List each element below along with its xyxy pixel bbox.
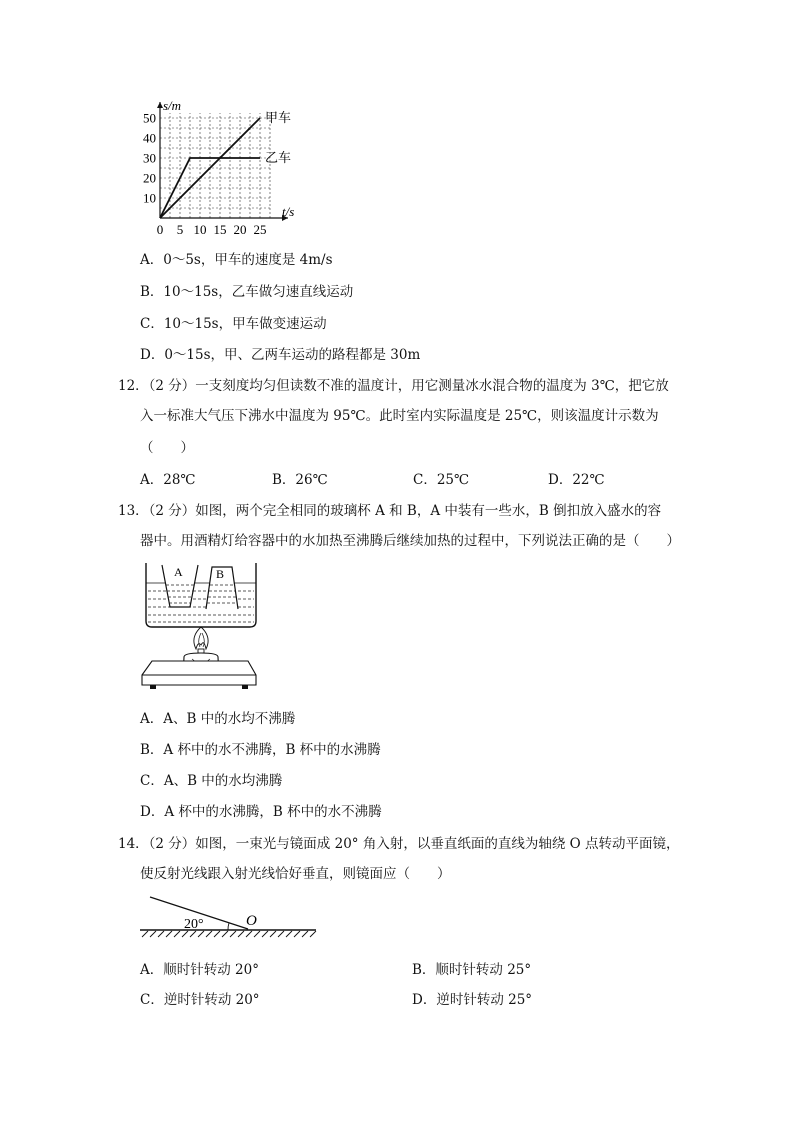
q13-option-c: C．A、B 中的水均沸腾 — [140, 773, 283, 789]
y-tick-label: 50 — [143, 110, 156, 126]
q14-stem-line2: 使反射光线跟入射光线恰好垂直，则镜面应（ ） — [140, 866, 451, 882]
x-tick-label: 0 — [156, 222, 164, 237]
q14-option-c: C．逆时针转动 20° — [140, 992, 260, 1008]
q11-option-c: C．10～15s，甲车做变速运动 — [140, 316, 327, 332]
q14-option-d: D．逆时针转动 25° — [412, 992, 533, 1008]
y-tick-label: 40 — [143, 130, 156, 146]
q11-option-a: A．0～5s，甲车的速度是 4m/s — [140, 252, 333, 268]
x-tick-label: 10 — [193, 222, 207, 237]
q11-option-b: B．10～15s，乙车做匀速直线运动 — [140, 284, 354, 300]
y-tick-label: 20 — [143, 170, 156, 186]
q12-stem-line3: （ ） — [140, 440, 194, 456]
mirror-reflection-figure — [138, 893, 328, 945]
q14-option-b: B．顺时针转动 25° — [412, 962, 532, 978]
q14-option-a: A．顺时针转动 20° — [140, 962, 259, 978]
q11-option-d: D．0～15s，甲、乙两车运动的路程都是 30m — [140, 347, 421, 363]
cup-b-label: B — [216, 567, 225, 581]
x-axis-label: t/s — [282, 204, 295, 219]
x-tick-label: 25 — [253, 222, 267, 237]
q12-stem-line2: 入一标准大气压下沸水中温度为 95℃。此时室内实际温度是 25℃，则该温度计示数为 — [140, 408, 659, 424]
lamp-wick — [198, 649, 204, 653]
boiling-apparatus-figure — [140, 561, 260, 693]
water-container — [146, 563, 256, 627]
q12-option-c: C．25℃ — [413, 472, 470, 488]
angle-arc — [228, 923, 229, 930]
q13-stem-line2: 器中。用酒精灯给容器中的水加热至沸腾后继续加热的过程中，下列说法正确的是（ ） — [140, 533, 680, 549]
stand — [142, 661, 256, 685]
q12-option-d: D．22℃ — [548, 472, 605, 488]
q12-stem-line1: 12．（2 分）一支刻度均匀但读数不准的温度计，用它测量冰水混合物的温度为 3℃，把它放 — [118, 378, 669, 394]
x-tick-label: 15 — [213, 222, 227, 237]
q14-stem-line1: 14．（2 分）如图，一束光与镜面成 20° 角入射，以垂直纸面的直线为轴绕 O 点转动平面镜， — [118, 836, 680, 852]
point-o-label: O — [246, 913, 257, 929]
y-tick-label: 10 — [143, 190, 156, 206]
q12-option-b: B．26℃ — [272, 472, 328, 488]
cup-a-label: A — [174, 565, 183, 579]
distance-time-chart — [0, 90, 794, 340]
x-tick-label: 5 — [176, 222, 184, 237]
q13-stem-line1: 13．（2 分）如图，两个完全相同的玻璃杯 A 和 B，A 中装有一些水，B 倒扣放入盛水的容 — [118, 503, 662, 519]
series-label-1: 甲车 — [265, 110, 292, 125]
q13-option-b: B．A 杯中的水不沸腾，B 杯中的水沸腾 — [140, 742, 381, 758]
q12-option-a: A．28℃ — [140, 472, 196, 488]
x-tick-label: 20 — [233, 222, 247, 237]
series-label-2: 乙车 — [265, 150, 292, 165]
q13-option-d: D．A 杯中的水沸腾，B 杯中的水不沸腾 — [140, 804, 382, 820]
angle-label: 20° — [184, 917, 204, 932]
q13-option-a: A．A、B 中的水均不沸腾 — [140, 711, 296, 727]
flame — [194, 627, 208, 649]
y-tick-label: 30 — [143, 150, 156, 166]
y-axis-label: s/m — [163, 98, 182, 113]
